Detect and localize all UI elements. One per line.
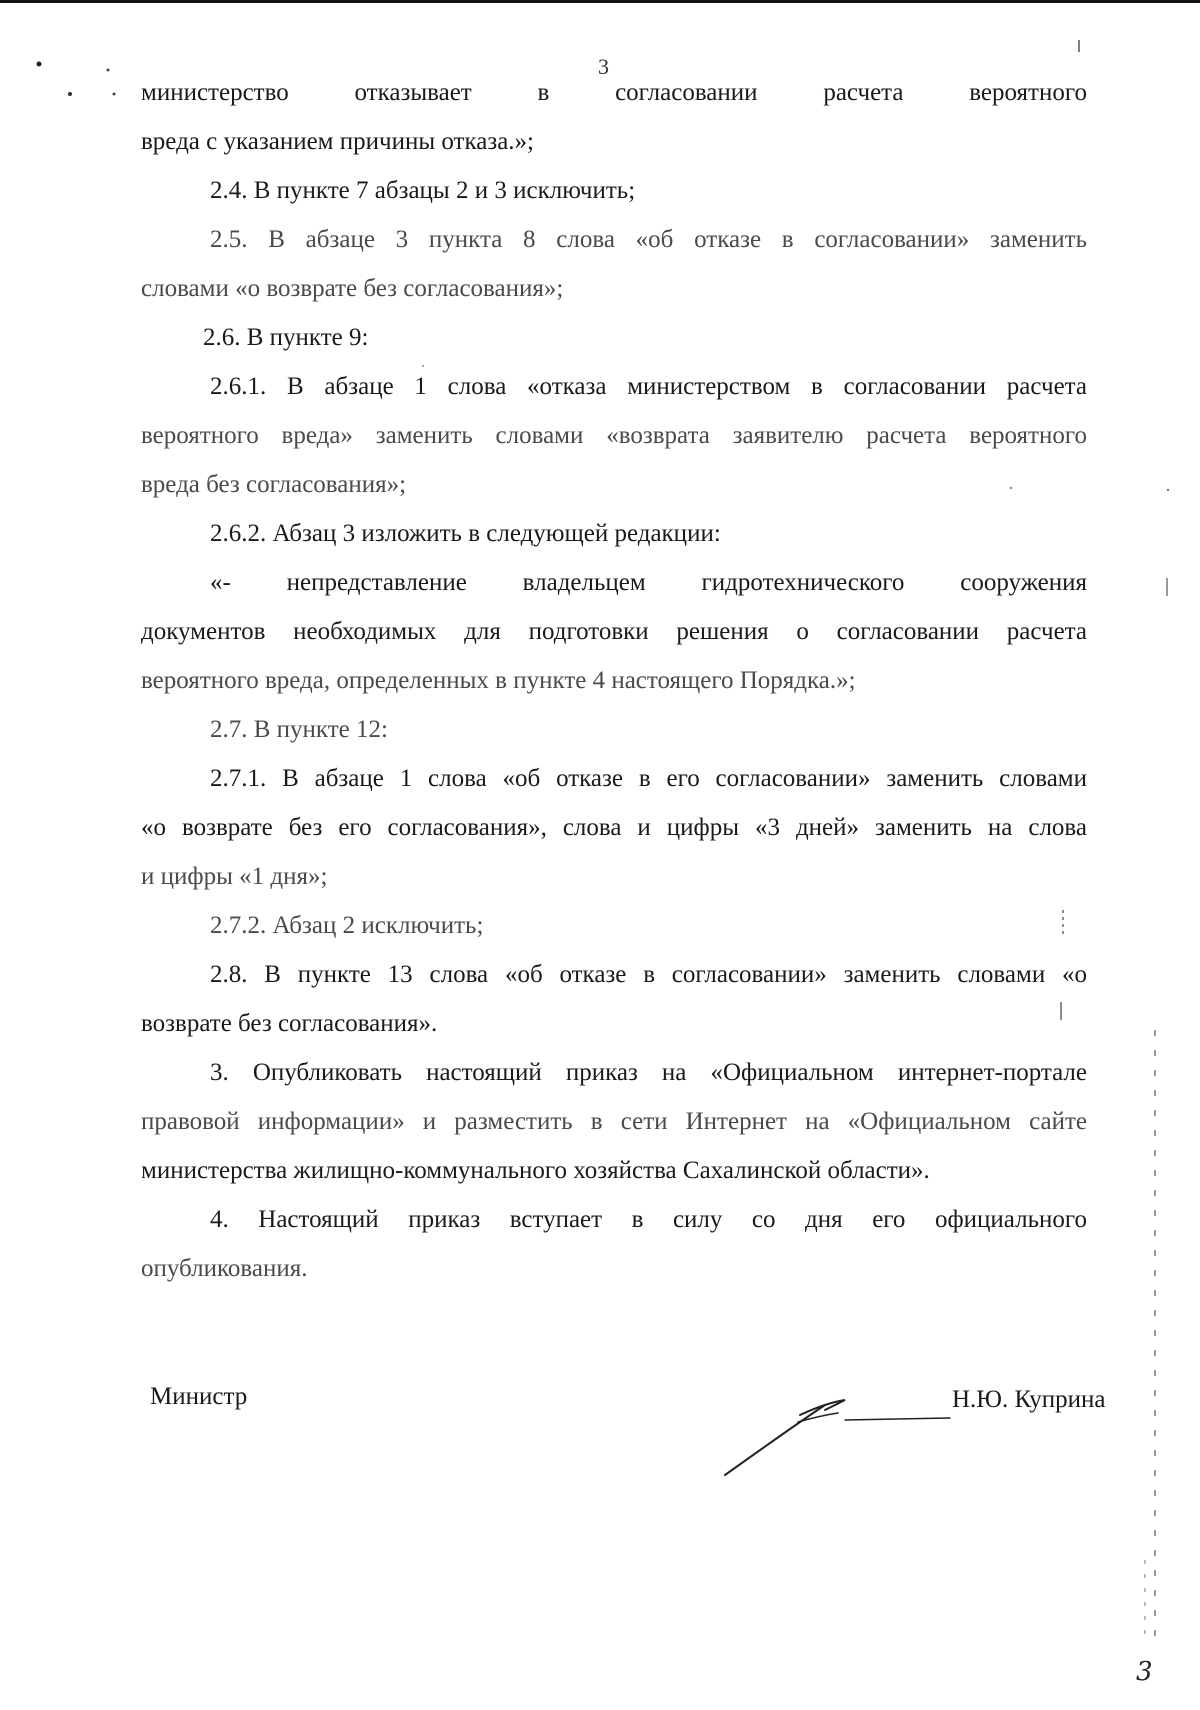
paragraph-line: вреда с указанием причины отказа.»; (141, 128, 535, 155)
paragraph-line: вреда без согласования»; (141, 471, 407, 498)
corner-mark-text: 3 (1136, 1657, 1153, 1687)
paragraph-line: 2.5. В абзаце 3 пункта 8 слова «об отказе в согласовании» заменить (210, 226, 1087, 253)
paragraph-line: возврате без согласования». (141, 1010, 438, 1037)
paragraph-line: 4. Настоящий приказ вступает в силу со дня его официального (210, 1206, 1087, 1233)
paragraph-line: 2.4. В пункте 7 абзацы 2 и 3 исключить; (210, 177, 636, 204)
paragraph-line: «- непредставление владельцем гидротехнического сооружения (210, 569, 1087, 596)
paragraph-line: словами «о возврате без согласования»; (141, 275, 564, 302)
page-number: 3 (598, 54, 609, 79)
paragraph-line: 2.6.2. Абзац 3 изложить в следующей редакции: (210, 520, 721, 547)
paragraph-line: и цифры «1 дня»; (141, 863, 328, 890)
paragraph-line: министерства жилищно-коммунального хозяйства Сахалинской области». (141, 1157, 930, 1184)
paragraph-line: 2.8. В пункте 13 слова «об отказе в согласовании» заменить словами «о (210, 961, 1087, 988)
paragraph-line: опубликования. (141, 1255, 308, 1282)
corner-page-mark (1130, 1650, 1170, 1690)
handwritten-signature (720, 1380, 970, 1490)
paragraph-line: 2.6. В пункте 9: (203, 324, 369, 351)
paragraph-line: 2.6.1. В абзаце 1 слова «отказа министерством в согласовании расчета (210, 373, 1087, 400)
scan-top-border (0, 0, 1200, 3)
paragraph-line: 3. Опубликовать настоящий приказ на «Официальном интернет-портале (210, 1059, 1087, 1086)
paragraph-line: правовой информации» и разместить в сети Интернет на «Официальном сайте (141, 1108, 1087, 1135)
paragraph-line: 2.7.1. В абзаце 1 слова «об отказе в его согласовании» заменить словами (210, 765, 1087, 792)
paragraph-line: вероятного вреда, определенных в пункте 4 настоящего Порядка.»; (141, 667, 856, 694)
signatory-role: Министр (150, 1383, 248, 1410)
paragraph-line: вероятного вреда» заменить словами «возврата заявителю расчета вероятного (141, 422, 1087, 449)
paragraph-line: министерство отказывает в согласовании расчета вероятного (141, 79, 1087, 106)
paragraph-line: документов необходимых для подготовки решения о согласовании расчета (141, 618, 1087, 645)
paragraph-line: 2.7.2. Абзац 2 исключить; (210, 912, 484, 939)
paragraph-line: «о возврате без его согласования», слова и цифры «3 дней» заменить на слова (141, 814, 1087, 841)
signatory-name: Н.Ю. Куприна (952, 1386, 1106, 1413)
paragraph-line: 2.7. В пункте 12: (210, 716, 388, 743)
